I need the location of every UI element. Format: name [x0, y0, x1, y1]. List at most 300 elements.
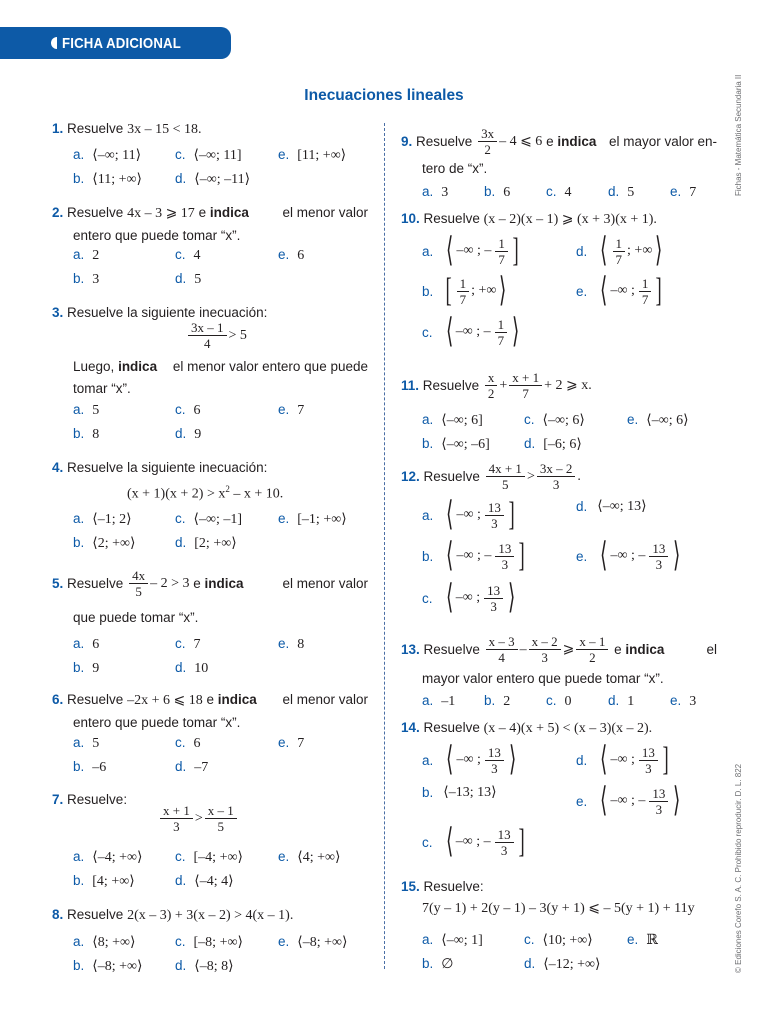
- option-value: –7: [194, 760, 209, 775]
- option-q11-a: [422, 409, 524, 431]
- option-letter: a.: [73, 636, 85, 651]
- option-letter: d.: [608, 184, 620, 199]
- fraction: [205, 803, 237, 834]
- question-text-line2: entero que puede tomar “x”.: [73, 228, 241, 243]
- option-value: ⟨–1; 2⟩: [92, 512, 132, 527]
- option-value: 5: [92, 736, 100, 751]
- numerator: x – 1: [576, 634, 608, 650]
- numerator: 13: [495, 541, 514, 557]
- numerator: 4x: [129, 568, 148, 584]
- option-letter: e.: [278, 735, 290, 750]
- fraction: [613, 236, 626, 267]
- option-value: ⟨11; +∞⟩: [92, 172, 142, 187]
- left-bracket: ⟨: [600, 537, 608, 574]
- option-letter: e.: [627, 932, 639, 947]
- option-q7-b: [73, 870, 175, 892]
- option-value: 8: [92, 427, 100, 442]
- option-value: ⟨10; +∞⟩: [542, 933, 593, 948]
- exponent: 2: [225, 484, 230, 494]
- question-verb: Resuelve: [416, 133, 473, 149]
- interval-prefix: –∞ ;: [456, 507, 481, 522]
- interval-content: [455, 276, 497, 307]
- option-value: ⟨2; +∞⟩: [92, 536, 136, 551]
- option-q11-c: [524, 409, 627, 431]
- option-letter: a.: [422, 752, 434, 768]
- option-q9-d: [608, 181, 670, 203]
- option-letter: b.: [422, 436, 434, 451]
- option-letter: a.: [422, 243, 434, 259]
- option-q10-d: [576, 234, 666, 268]
- denominator: 5: [217, 819, 224, 834]
- question-number: 1.: [52, 121, 64, 136]
- denominator: 2: [589, 650, 596, 665]
- question-text-line2: que puede tomar “x”.: [73, 610, 199, 625]
- option-letter: d.: [175, 535, 187, 550]
- right-bracket: ⟩: [512, 313, 520, 350]
- question-verb: Resuelve: [67, 792, 124, 807]
- option-q9-e: [670, 181, 710, 203]
- option-q3-b: [73, 423, 175, 445]
- option-q14-a: [422, 743, 519, 777]
- interval-prefix: –∞ ;: [456, 752, 481, 767]
- interval: [597, 274, 664, 308]
- option-q8-b: [73, 955, 175, 977]
- option-letter: e.: [576, 793, 588, 809]
- options-q8: [73, 931, 378, 977]
- option-q15-c: [524, 929, 627, 951]
- option-letter: d.: [175, 873, 187, 888]
- interval-content: [457, 541, 517, 572]
- option-letter: b.: [73, 660, 85, 675]
- option-q12-d: [576, 498, 647, 515]
- option-letter: e.: [278, 147, 290, 162]
- option-value: ⟨–8; +∞⟩: [92, 959, 143, 974]
- option-letter: e.: [627, 412, 639, 427]
- option-value: [–8; +∞⟩: [193, 935, 243, 950]
- interval: [443, 274, 509, 308]
- question-expression: 3x – 15 < 18.: [127, 122, 202, 137]
- option-letter: b.: [73, 958, 85, 973]
- denominator: 7: [497, 332, 505, 348]
- option-value: [–4; +∞⟩: [193, 850, 243, 865]
- numerator: 13: [639, 745, 658, 761]
- option-value: 10: [194, 661, 209, 676]
- numerator: x – 3: [486, 634, 518, 650]
- interval-content: [611, 786, 671, 817]
- option-q11-d: [524, 433, 627, 455]
- option-q4-c: [175, 508, 278, 530]
- question-verb: Resuelve: [423, 641, 480, 657]
- option-q7-a: [73, 846, 175, 868]
- question-text: el menor valor: [282, 692, 368, 707]
- interval-content: [457, 745, 506, 776]
- numerator: 13: [495, 827, 514, 843]
- option-letter: a.: [422, 932, 434, 947]
- option-value: 6: [503, 185, 511, 200]
- option-q1-a: [73, 144, 175, 166]
- question-13: [401, 634, 717, 665]
- right-bracket: ⟩: [673, 782, 681, 819]
- fraction: [529, 634, 561, 665]
- question-verb: Resuelve: [423, 468, 480, 484]
- option-letter: c.: [175, 147, 186, 162]
- option-letter: d.: [175, 958, 187, 973]
- right-bracket: ⟩: [655, 232, 663, 269]
- expression-part: – x + 10.: [229, 486, 284, 502]
- option-letter: e.: [278, 247, 290, 262]
- option-letter: b.: [422, 283, 434, 299]
- question-expression: 7(y – 1) + 2(y – 1) – 3(y + 1) ⩽ – 5(y + 1) + 11y: [422, 901, 695, 916]
- option-letter: b.: [73, 535, 85, 550]
- denominator: 7: [641, 291, 649, 307]
- fraction: [478, 126, 497, 157]
- interval: [597, 234, 665, 268]
- denominator: 3: [173, 819, 180, 834]
- options-q2: [73, 244, 378, 290]
- option-q1-e: [278, 144, 378, 166]
- question-verb: Resuelve: [422, 377, 480, 393]
- denominator: 3: [500, 842, 508, 858]
- question-text: el menor valor: [282, 575, 368, 591]
- option-q9-c: [546, 181, 608, 203]
- denominator: 5: [135, 584, 142, 599]
- option-q10-c: [422, 315, 522, 349]
- operator: –: [519, 641, 527, 657]
- fraction: [486, 634, 518, 665]
- option-value: 4: [564, 185, 572, 200]
- option-value: 7: [193, 637, 201, 652]
- left-bracket: ⟨: [446, 232, 454, 269]
- question-verb: Resuelve: [423, 211, 480, 226]
- right-bracket: ⟩: [499, 272, 507, 309]
- denominator: 3: [490, 598, 497, 614]
- option-letter: d.: [175, 171, 187, 186]
- options-q7: [73, 846, 378, 892]
- denominator: 4: [204, 336, 211, 351]
- numerator: 1: [457, 276, 470, 292]
- fraction: [495, 827, 514, 858]
- interval-content: [611, 541, 671, 572]
- option-q11-e: [627, 409, 727, 431]
- inequality-tail: – 2 > 3: [150, 575, 190, 591]
- question-text: el menor valor entero que puede: [172, 359, 368, 374]
- option-letter: c.: [524, 932, 535, 947]
- option-q15-b: [422, 953, 524, 975]
- option-value: ℝ: [646, 933, 658, 948]
- question-text-line2: tomar “x”.: [73, 381, 131, 396]
- left-bracket: [: [445, 272, 453, 309]
- option-letter: c.: [175, 849, 186, 864]
- inequality-q4: [127, 484, 283, 503]
- denominator: 3: [541, 650, 548, 665]
- option-value: ⟨4; +∞⟩: [297, 850, 341, 865]
- numerator: 1: [495, 317, 508, 333]
- denominator: 7: [459, 291, 467, 307]
- left-bracket: ⟨: [600, 272, 608, 309]
- numerator: 13: [485, 745, 504, 761]
- option-q2-b: [73, 268, 175, 290]
- option-letter: b.: [484, 693, 496, 708]
- question-9: [401, 126, 717, 157]
- option-value: [–1; +∞⟩: [297, 512, 347, 527]
- numerator: 13: [649, 786, 668, 802]
- option-q4-e: [278, 508, 378, 530]
- interval-prefix: –∞ ;: [455, 590, 481, 605]
- denominator: 3: [491, 515, 498, 531]
- option-q1-d: [175, 168, 278, 190]
- option-q14-d: [576, 743, 671, 777]
- option-letter: e.: [670, 693, 682, 708]
- numerator: 3x – 1: [188, 320, 227, 336]
- option-q6-c: [175, 732, 278, 754]
- option-letter: c.: [175, 511, 186, 526]
- option-value: ⟨–∞; 11]: [193, 148, 242, 163]
- option-q13-b: [484, 690, 546, 712]
- left-bracket: ⟨: [446, 496, 454, 533]
- option-q2-d: [175, 268, 278, 290]
- option-letter: a.: [422, 693, 434, 708]
- option-letter: e.: [670, 184, 682, 199]
- right-bracket: ⟩: [673, 537, 681, 574]
- option-q8-d: [175, 955, 278, 977]
- left-bracket: ⟨: [446, 537, 454, 574]
- option-value: 3: [92, 272, 100, 287]
- numerator: 4x + 1: [486, 461, 525, 477]
- option-letter: c.: [546, 184, 557, 199]
- option-q9-b: [484, 181, 546, 203]
- numerator: x + 1: [509, 370, 542, 386]
- option-letter: d.: [576, 499, 588, 514]
- options-q5: [73, 633, 378, 679]
- connector-text: e: [198, 205, 207, 220]
- option-letter: c.: [175, 402, 186, 417]
- option-q2-e: [278, 244, 378, 266]
- interval-prefix: –∞ ; –: [610, 548, 646, 563]
- option-q12-a: [422, 498, 517, 532]
- period: .: [577, 468, 581, 484]
- keyword-indica: indica: [217, 692, 257, 707]
- question-text: la siguiente inecuación:: [127, 460, 268, 475]
- option-letter: a.: [73, 247, 85, 262]
- side-caption-top: Fichas - Matemática Secundaria II: [734, 74, 743, 196]
- question-2: [52, 202, 368, 247]
- question-expression: (x – 2)(x – 1) ⩾ (x + 3)(x + 1).: [483, 212, 657, 227]
- question-number: 7.: [52, 792, 64, 807]
- option-value: 5: [194, 272, 202, 287]
- option-value: 2: [503, 694, 511, 709]
- option-q10-e: [576, 274, 665, 308]
- option-letter: a.: [73, 402, 85, 417]
- option-value: ⟨8; +∞⟩: [92, 935, 136, 950]
- interval-prefix: –∞ ; –: [455, 324, 491, 339]
- option-q12-c: [422, 581, 518, 615]
- options-q11: [422, 409, 727, 455]
- option-letter: e.: [278, 849, 290, 864]
- option-q5-a: [73, 633, 175, 655]
- interval-content: [611, 745, 660, 776]
- question-expression: –2x + 6 ⩽ 18: [127, 693, 203, 708]
- option-letter: b.: [73, 759, 85, 774]
- option-letter: c.: [422, 590, 433, 606]
- option-letter: e.: [278, 934, 290, 949]
- option-value: 4: [193, 248, 201, 263]
- option-q14-e: [576, 784, 684, 818]
- question-verb: Resuelve: [67, 907, 124, 922]
- option-letter: d.: [608, 693, 620, 708]
- interval-content: [457, 500, 506, 531]
- fraction: [649, 541, 668, 572]
- option-q10-a: [422, 234, 521, 268]
- option-value: ⟨–4; +∞⟩: [92, 850, 143, 865]
- option-q9-a: [422, 181, 484, 203]
- left-bracket: ⟨: [600, 232, 608, 269]
- right-bracket: ]: [518, 823, 525, 860]
- interval-content: [456, 827, 516, 858]
- option-q7-e: [278, 846, 378, 868]
- option-q4-d: [175, 532, 278, 554]
- question-number: 4.: [52, 460, 64, 475]
- denominator: 7: [522, 386, 529, 401]
- option-letter: a.: [73, 849, 85, 864]
- question-text: Luego,: [73, 359, 115, 374]
- connector-text: e: [206, 692, 214, 707]
- interval: [443, 234, 521, 268]
- option-value: ⟨–∞; –6]: [441, 437, 490, 452]
- option-q6-e: [278, 732, 378, 754]
- option-value: [–6; 6⟩: [543, 437, 582, 452]
- left-bracket: ⟨: [600, 782, 608, 819]
- keyword-indica: indica: [209, 205, 249, 220]
- question-11: [401, 370, 592, 401]
- numerator: 3x: [478, 126, 497, 142]
- right-bracket: ]: [662, 741, 669, 778]
- option-value: 7: [297, 736, 305, 751]
- option-letter: b.: [422, 548, 434, 564]
- question-verb: Resuelve: [67, 305, 124, 320]
- numerator: x – 1: [205, 803, 237, 819]
- question-10: [401, 208, 657, 231]
- option-q8-c: [175, 931, 278, 953]
- option-value: 6: [297, 248, 305, 263]
- question-1: [52, 118, 201, 141]
- question-expression: (x – 4)(x + 5) < (x – 3)(x – 2).: [483, 721, 653, 736]
- option-value: –6: [92, 760, 107, 775]
- option-q3-c: [175, 399, 278, 421]
- option-q1-b: [73, 168, 175, 190]
- fraction: [649, 786, 668, 817]
- numerator: 1: [639, 276, 652, 292]
- fraction: [495, 317, 508, 348]
- option-value: ⟨–∞; –1]: [193, 512, 243, 527]
- interval: [597, 743, 671, 777]
- option-value: ⟨–∞; 6⟩: [646, 413, 689, 428]
- question-6: [52, 689, 368, 734]
- left-bracket: ⟨: [446, 741, 454, 778]
- options-q1: [73, 144, 378, 190]
- fraction: [576, 634, 608, 665]
- option-letter: c.: [175, 247, 186, 262]
- option-letter: a.: [73, 735, 85, 750]
- question-12: [401, 461, 581, 492]
- fraction: [457, 276, 470, 307]
- option-q5-b: [73, 657, 175, 679]
- option-q15-e: [627, 929, 707, 951]
- option-letter: d.: [524, 436, 536, 451]
- question-number: 5.: [52, 575, 64, 591]
- option-letter: b.: [484, 184, 496, 199]
- options-q4: [73, 508, 378, 554]
- fraction: [485, 500, 504, 531]
- option-letter: d.: [576, 243, 588, 259]
- interval: [443, 581, 519, 615]
- option-letter: c.: [422, 324, 433, 340]
- interval: [443, 498, 517, 532]
- option-letter: c.: [175, 934, 186, 949]
- interval-prefix: –∞ ;: [610, 752, 635, 767]
- option-letter: a.: [73, 147, 85, 162]
- fraction: [639, 276, 652, 307]
- interval-content: [611, 276, 654, 307]
- expression-part: (x + 1)(x + 2) > x: [127, 486, 226, 502]
- option-value: ⟨–8; +∞⟩: [297, 935, 348, 950]
- numerator: x – 2: [529, 634, 561, 650]
- option-value: 6: [193, 403, 201, 418]
- left-bracket: ⟨: [445, 313, 453, 350]
- interval: [597, 539, 683, 573]
- fraction: [188, 320, 227, 351]
- option-value: 5: [627, 185, 635, 200]
- colon: :: [479, 879, 484, 894]
- option-q2-c: [175, 244, 278, 266]
- option-letter: b.: [73, 171, 85, 186]
- option-value: 8: [297, 637, 305, 652]
- denominator: 7: [498, 251, 505, 267]
- question-text-line2: tero de “x”.: [422, 161, 488, 176]
- option-value: ⟨–∞; 6]: [441, 413, 483, 428]
- option-q13-d: [608, 690, 670, 712]
- option-value: 1: [627, 694, 635, 709]
- option-q13-c: [546, 690, 608, 712]
- question-14: [401, 717, 652, 740]
- connector-text: e: [614, 641, 622, 657]
- option-q14-b: [422, 784, 497, 801]
- left-bracket: ⟨: [445, 579, 453, 616]
- question-number: 6.: [52, 692, 64, 707]
- option-value: ⟨–∞; 13⟩: [597, 499, 647, 514]
- option-q7-c: [175, 846, 278, 868]
- option-letter: c.: [422, 834, 433, 850]
- option-q6-d: [175, 756, 278, 778]
- interval: [597, 784, 683, 818]
- option-q5-d: [175, 657, 278, 679]
- option-q1-c: [175, 144, 278, 166]
- option-letter: b.: [422, 785, 434, 800]
- option-letter: c.: [175, 636, 186, 651]
- side-caption-bottom: © Ediciones Corefo S. A. C. Prohibido reproducir. D. L. 822: [734, 763, 743, 973]
- option-q6-b: [73, 756, 175, 778]
- option-q2-a: [73, 244, 175, 266]
- question-number: 13.: [401, 641, 420, 657]
- interval-prefix: –∞ ; –: [455, 834, 491, 849]
- inequality-tail: > 5: [228, 327, 247, 343]
- keyword-indica: indica: [204, 575, 244, 591]
- operator: >: [194, 810, 203, 826]
- fraction: [485, 370, 498, 401]
- numerator: x + 1: [160, 803, 193, 819]
- denominator: 3: [501, 556, 509, 572]
- option-q5-c: [175, 633, 278, 655]
- question-5: [52, 568, 368, 599]
